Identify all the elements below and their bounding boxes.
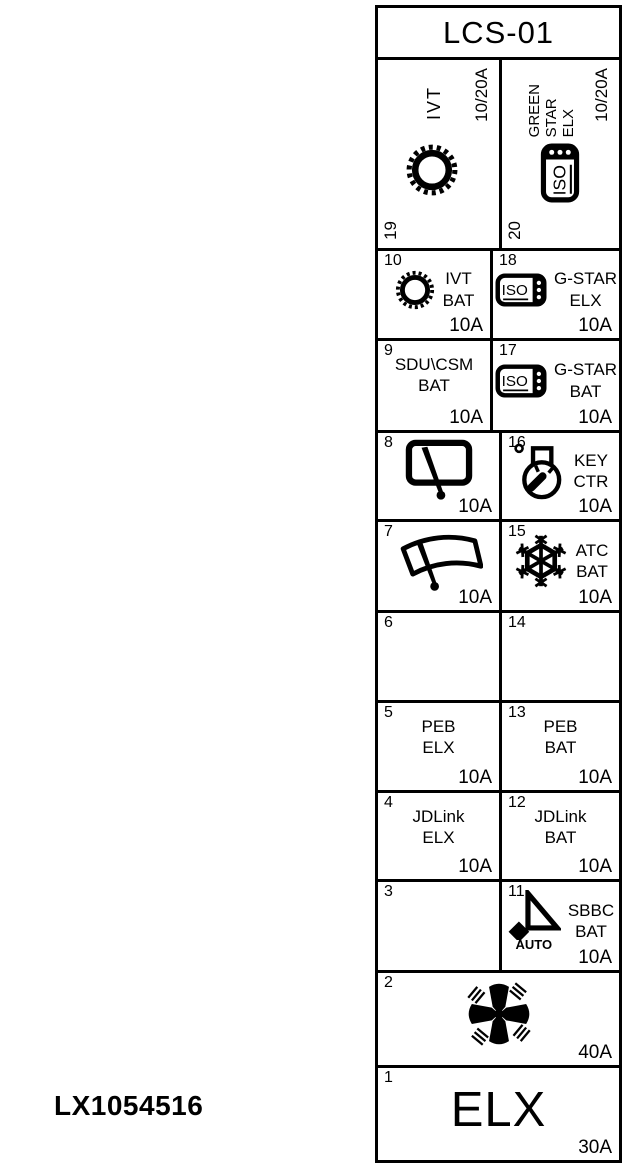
fuse-number: 8 (384, 434, 393, 451)
fuse-cell-16 (499, 433, 619, 519)
fuse-cell-15 (499, 522, 619, 610)
fuse-amperage: 10A (458, 767, 492, 788)
fuse-cell-5 (378, 703, 499, 790)
fuse-row-5-13 (378, 700, 619, 790)
fuse-cell-17 (490, 341, 619, 430)
fuse-cell-18 (490, 251, 619, 338)
fuse-label: IVT BAT (442, 269, 475, 310)
fuse-label: SDU\CSM BAT (394, 355, 474, 396)
fuse-cell-14 (499, 613, 619, 700)
fuse-cell-9 (378, 341, 490, 430)
fuse-number: 11 (508, 883, 525, 900)
fuse-cell-3 (378, 882, 499, 970)
fuse-amperage: 10A (449, 315, 484, 336)
fuse-row-4-12 (378, 790, 619, 879)
fuse-number: 13 (508, 704, 526, 721)
rear-wiper-icon (401, 439, 477, 503)
fuse-amperage: 10A (578, 767, 612, 788)
fuse-number: 12 (508, 794, 526, 811)
fuse-cell-7 (378, 522, 499, 610)
gear-icon (394, 269, 436, 311)
fuse-amperage: 10A (449, 407, 484, 428)
fuse-amperage: 10A (578, 947, 612, 968)
fuse-amperage: 10A (458, 856, 492, 877)
windshield-wiper-icon (395, 526, 483, 596)
fuse-label: PEB BAT (543, 717, 578, 758)
fan-icon (461, 976, 537, 1052)
fuse-cell-20 (499, 60, 619, 248)
fuse-number: 6 (384, 614, 393, 631)
fuse-label: PEB ELX (421, 717, 456, 758)
fuse-amperage: 10A (578, 496, 612, 517)
fuse-row-7-15 (378, 519, 619, 610)
fuse-label: G-STAR BAT (554, 360, 617, 401)
fuse-cell-1 (378, 1068, 619, 1160)
fuse-row-9-17 (378, 338, 619, 430)
fuse-cell-12 (499, 793, 619, 879)
fuse-number: 18 (499, 252, 517, 269)
fuse-number: 1 (384, 1069, 393, 1086)
gear-icon (404, 142, 460, 198)
fuse-label: JDLink BAT (534, 807, 587, 848)
fuse-amperage: 30A (578, 1137, 612, 1158)
fuse-amperage: 40A (578, 1042, 612, 1063)
fuse-cell-2 (378, 973, 619, 1065)
fuse-label: ELX (450, 1083, 547, 1137)
fuse-cell-13 (499, 703, 619, 790)
fuse-row-10-18 (378, 248, 619, 338)
fuse-number: 3 (384, 883, 393, 900)
fuse-number: 9 (384, 342, 393, 359)
fuse-row-3-11 (378, 879, 619, 970)
fuse-cell-6 (378, 613, 499, 700)
fuse-label: SBBC BAT (567, 900, 615, 941)
iso-connector-icon (495, 273, 547, 307)
fuse-row-19-20 (378, 57, 619, 248)
fuse-amperage: 10A (578, 856, 612, 877)
fuse-row-1 (378, 1065, 619, 1160)
fuse-label: KEY CTR (573, 450, 609, 491)
fuse-number: 10 (384, 252, 402, 269)
fuse-cell-11 (499, 882, 619, 970)
fuse-number: 5 (384, 704, 393, 721)
iso-connector-icon (495, 364, 547, 398)
fuse-number: 17 (499, 342, 517, 359)
fuse-cell-10 (378, 251, 490, 338)
fuse-amperage: 10A (578, 587, 612, 608)
fuse-row-2 (378, 970, 619, 1065)
iso-connector-icon (540, 143, 580, 203)
horn-mode-label: AUTO (515, 937, 553, 952)
part-number-label: LX1054516 (54, 1090, 204, 1121)
fuse-amperage: 10/20A (472, 68, 491, 122)
fuse-cell-19 (378, 60, 499, 248)
fuse-number: 15 (508, 523, 526, 540)
fuse-number: 20 (505, 221, 524, 240)
panel-title: LCS-01 (442, 14, 555, 50)
fuse-panel-lcs01 (375, 5, 622, 1163)
fuse-label: GREEN STAR ELX (526, 84, 577, 138)
svg-text:ISO: ISO (501, 372, 528, 390)
fuse-number: 7 (384, 523, 393, 540)
snowflake-icon (513, 533, 569, 589)
fuse-label: ATC BAT (575, 540, 609, 581)
fuse-number: 16 (508, 434, 526, 451)
fuse-amperage: 10A (578, 315, 612, 336)
svg-text:ISO: ISO (501, 281, 528, 299)
fuse-row-6-14 (378, 610, 619, 700)
fuse-label: G-STAR ELX (554, 269, 617, 310)
fuse-cell-4 (378, 793, 499, 879)
fuse-label: JDLink ELX (412, 807, 465, 848)
fuse-row-8-16 (378, 430, 619, 519)
fuse-amperage: 10A (458, 587, 492, 608)
fuse-number: 2 (384, 974, 393, 991)
fuse-amperage: 10A (578, 407, 612, 428)
fuse-label: IVT (424, 86, 444, 121)
fuse-amperage: 10/20A (592, 68, 611, 122)
fuse-cell-8 (378, 433, 499, 519)
svg-text:ISO: ISO (549, 165, 570, 196)
fuse-number: 19 (381, 221, 400, 240)
fuse-number: 4 (384, 794, 393, 811)
fuse-number: 14 (508, 614, 526, 631)
fuse-amperage: 10A (458, 496, 492, 517)
